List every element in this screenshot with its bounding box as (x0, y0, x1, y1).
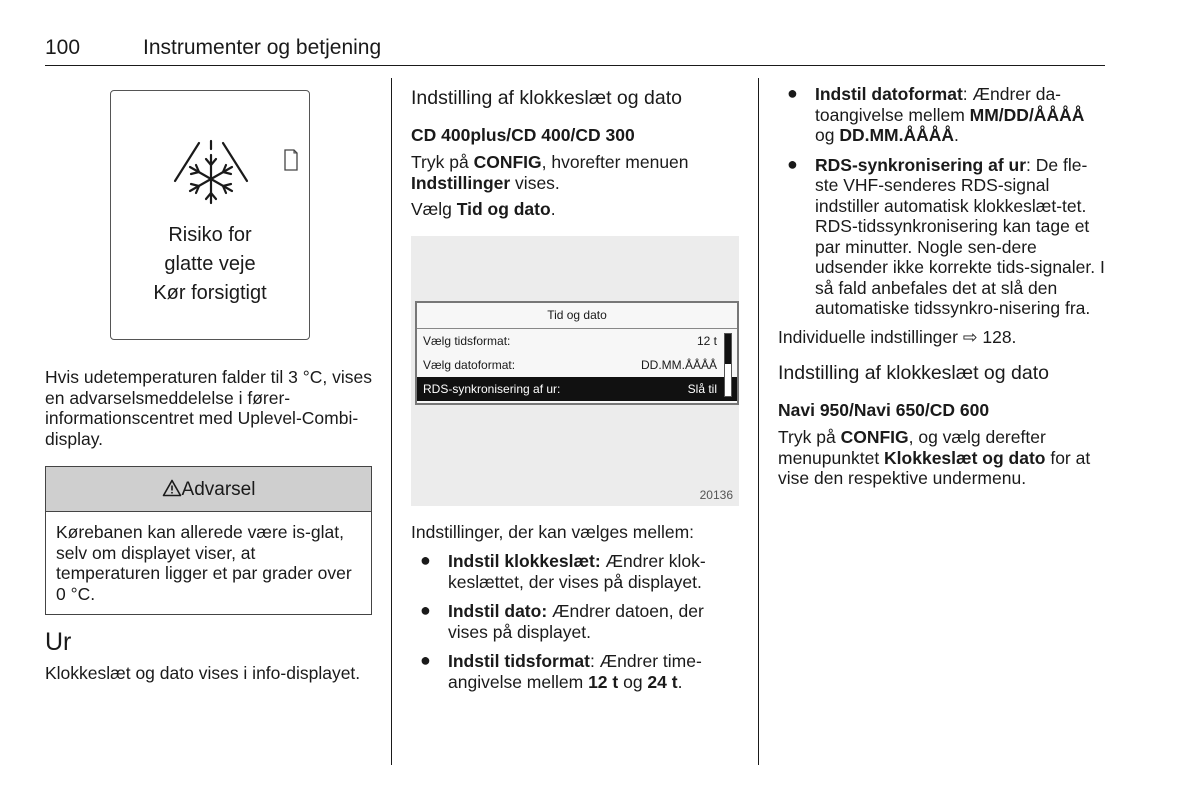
warning-line: glatte veje (164, 253, 256, 275)
list-item: ● Indstil dato: Ændrer datoen, der vises på displayet. (420, 600, 704, 642)
warning-illustration (110, 90, 310, 340)
instruction-paragraph: Tryk på CONFIG, hvorefter menuen Indstillinger vises. (411, 152, 689, 193)
page-number: 100 (45, 36, 81, 59)
column-divider (758, 78, 759, 765)
section-subheading: Navi 950/Navi 650/CD 600 (778, 400, 990, 420)
section-heading-ur: Ur (45, 628, 72, 656)
column-left (45, 78, 373, 684)
document-icon (284, 149, 298, 171)
menu-row-selected (417, 377, 737, 401)
list-item: ● Indstil tidsformat: Ændrer time-angivelse mellem 12 t og 24 t. (420, 650, 702, 692)
scrollbar-thumb (725, 334, 731, 364)
column-right (778, 78, 1108, 489)
menu-row-value: Slå til (687, 381, 717, 396)
warning-box (45, 466, 372, 615)
cross-reference: Individuelle indstillinger ⇨ 128. (778, 326, 1017, 347)
warning-box-header (46, 467, 371, 512)
column-middle (411, 78, 741, 692)
slippery-road-snowflake-icon (171, 139, 251, 211)
warning-box-title: Advarsel (181, 479, 256, 500)
column-divider (391, 78, 392, 765)
warning-triangle-icon (162, 479, 182, 497)
display-figure (411, 236, 739, 506)
page-title: Instrumenter og betjening (143, 36, 382, 59)
menu-row-value: DD.MM.ÅÅÅÅ (640, 357, 717, 372)
list-item: ● Indstil klokkeslæt: Ændrer klok-keslættet, der vises på displayet. (420, 550, 706, 592)
settings-list (411, 551, 741, 692)
section-heading: Indstilling af klokkeslæt og dato (778, 362, 1049, 384)
settings-list-continued (778, 84, 1108, 319)
warning-line: Risiko for (168, 224, 252, 246)
section-heading: Indstilling af klokkeslæt og dato (411, 87, 682, 109)
menu-row-label: Vælg datoformat: (423, 357, 516, 372)
info-display-screen (415, 301, 739, 405)
menu-row-value: 12 t (696, 333, 717, 348)
intro-paragraph: Hvis udetemperaturen falder til 3 °C, vises en advarselsmeddelelse i fører-informationscentret med Uplevel-Combi-display. (45, 367, 372, 449)
menu-row-label: RDS-synkronisering af ur: (423, 381, 561, 396)
menu-row-label: Vælg tidsformat: (423, 333, 511, 348)
list-intro: Indstillinger, der kan vælges mellem: (411, 521, 695, 542)
page-header (45, 36, 1105, 66)
instruction-paragraph: Tryk på CONFIG, og vælg derefter menupunktet Klokkeslæt og dato for at vise den respektive undermenu. (778, 427, 1091, 488)
warning-box-body: Kørebanen kan allerede være is-glat, selv om displayet viser, at temperaturen ligger et par grader over 0 °C. (56, 522, 352, 604)
list-item: ● RDS-synkronisering af ur: De fle-ste VHF-senderes RDS-signal indstiller automatisk klokkeslæt-tet. RDS-tidssynkronisering kan tage et par minutter. Nogle sen-dere udsender ikke korrekte tids-signaler. I så fald anbefales det at slå den automatiske tidssynkro-nisering fra. (787, 153, 1105, 318)
figure-number: 20136 (699, 487, 733, 502)
menu-row (417, 329, 737, 353)
instruction-paragraph: Vælg Tid og dato. (411, 199, 556, 219)
scrollbar (724, 333, 732, 397)
section-subheading: CD 400plus/CD 400/CD 300 (411, 125, 635, 145)
list-item: ● Indstil datoformat: Ændrer da-toangivelse mellem MM/DD/ÅÅÅÅ og DD.MM.ÅÅÅÅ. (787, 83, 1085, 145)
warning-line: Kør forsigtigt (153, 282, 267, 304)
menu-row (417, 353, 737, 377)
screen-title: Tid og dato (417, 303, 737, 329)
ur-paragraph: Klokkeslæt og dato vises i info-displayet. (45, 663, 361, 683)
warning-display-text (111, 221, 309, 308)
